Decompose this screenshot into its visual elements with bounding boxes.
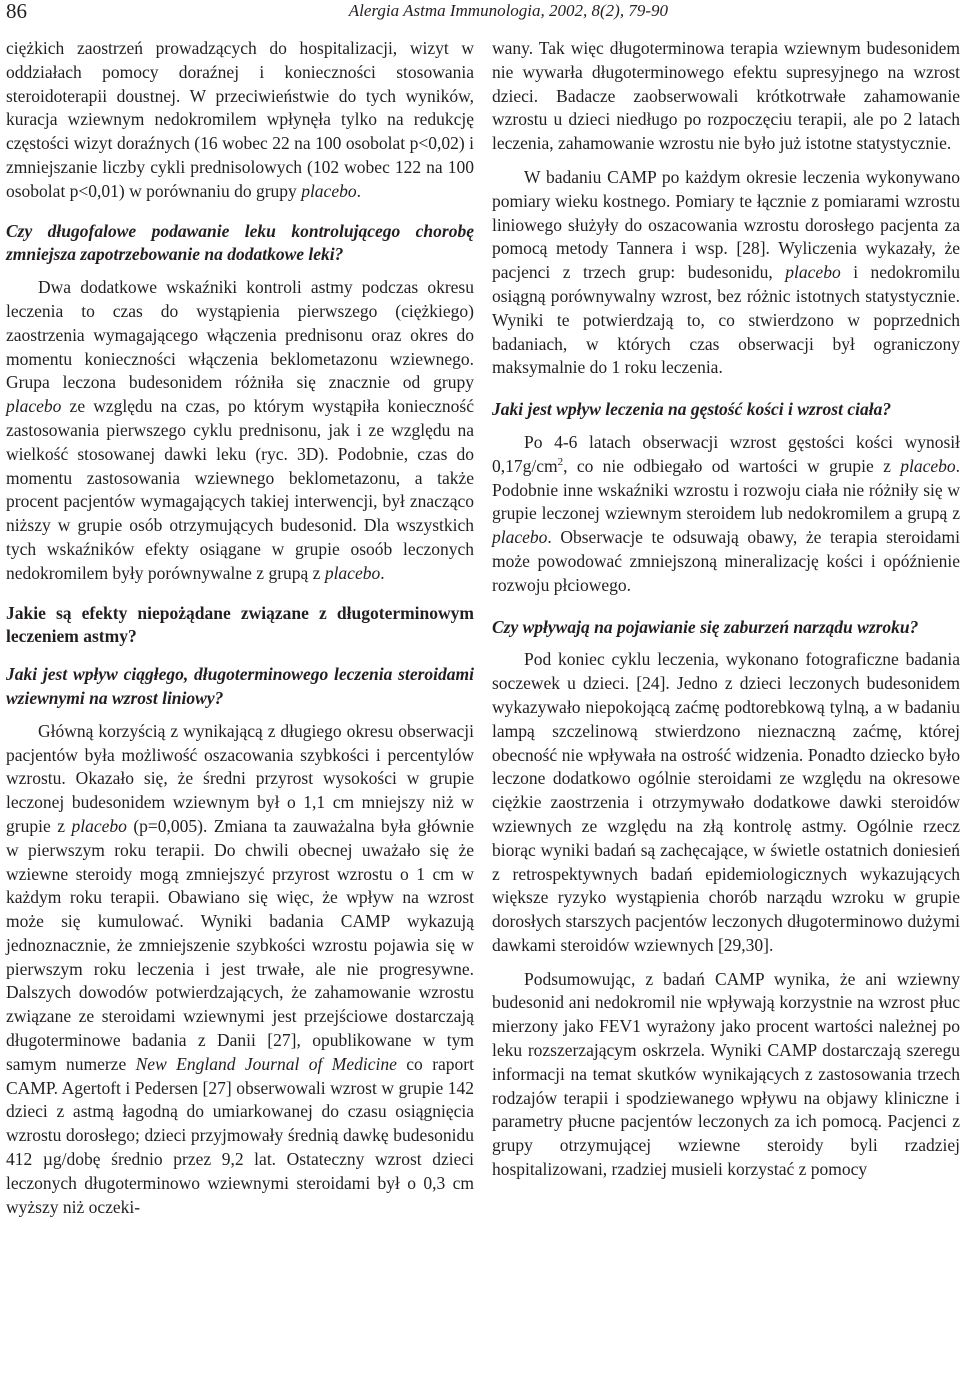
section-heading-adverse-effects: Jakie są efekty niepożądane związane z długoterminowym leczeniem astmy? bbox=[6, 602, 474, 647]
running-head: Alergia Astma Immunologia, 2002, 8(2), 79-90 bbox=[348, 1, 668, 20]
right-paragraph-2: W badaniu CAMP po każdym okresie leczenia wykonywano pomiary wieku kostnego. Pomiary te łącznie z pomiarami wzrostu liniowego służyły do oszacowania wzrostu dorosłego pacjenta za pomocą metody Tannera i wsp. [28]. Wyliczenia wykazały, że pacjenci z trzech grup: budesonidu, placebo i nedokromilu osiągną porównywalny wzrost, bez różnic istotnych statystycznie. Wyniki te potwierdzają to, co stwierdzono w poprzednich badaniach, w których czas obserwacji był ograniczony maksymalnie do 1 roku leczenia. bbox=[492, 166, 960, 378]
right-paragraph-1: wany. Tak więc długoterminowa terapia wziewnym budesonidem nie wywarła długoterminowego efektu supresyjnego na wzrost dzieci. Badacze zaobserwowali krótkotrwałe zahamowanie wzrostu u dzieci niedługo po rozpoczęciu terapii, ale po 2 latach leczenia, zahamowanie wzrostu nie było już istotne statystycznie. bbox=[492, 38, 960, 154]
section-heading-linear-growth: Jaki jest wpływ ciągłego, długoterminowego leczenia steroidami wziewnymi na wzrost liniowy? bbox=[6, 664, 474, 708]
right-paragraph-3: Po 4-6 latach obserwacji wzrost gęstości kości wynosił $0,17g/cm^2$, co nie odbiegało od wartości w grupie z placebo. Podobnie inne wskaźniki wzrostu i rozwoju ciała nie różniły się w grupie leczonej wziewnym steroidem lub nedokromilem a grupą z placebo. Obserwacje te odsuwają obawy, że terapia steroidami może powodować zmniejszoną mineralizację kości i opóźnienie rozwoju płciowego. bbox=[492, 431, 960, 595]
right-column bbox=[492, 37, 960, 1182]
left-paragraph-2: Dwa dodatkowe wskaźniki kontroli astmy podczas okresu leczenia to czas do wystąpienia pierwszego (ciężkiego) zaostrzenia wymagającego włączenia prednisonu oraz okres do momentu konieczności włączenia beklometazonu wziewnego. Grupa leczona budesonidem różniła się znacznie od grupy placebo ze względu na czas, po którym wystąpiła konieczność zastosowania pierwszego cyklu prednisonu, jak i ze względu na wielkość stosowanej dawki leku (ryc. 3D). Podobnie, czas do momentu zastosowania wziewnego beklometazonu, a także procent pacjentów wymagających takiej interwencji, był znacząco niższy w grupie osób otrzymujących budesonid. Dla wszystkich tych wskaźników efekty osiągane w grupie osoób leczonych nedokromilem były porównywalne z grupą z placebo. bbox=[6, 277, 474, 583]
page-number: 86 bbox=[6, 0, 27, 23]
section-heading-additional-drugs: Czy długofalowe podawanie leku kontrolującego chorobę zmniejsza zapotrzebowanie na dodatkowe leki? bbox=[6, 220, 474, 265]
right-paragraph-4: Pod koniec cyklu leczenia, wykonano fotograficzne badania soczewek u dzieci. [24]. Jedno z dzieci leczonych budesonidem wykazywało niepokojącą zaćmę podtorebkową tylną, a w badaniu lampą szczelinową stwierdzono nieznaczną zaćmę, której obecność nie wpływała na ostrość widzenia. Ponadto dziecko było leczone dodatkowo ogólnie steroidami ze względu na okresowe ciężkie zaostrzenia i otrzymywało dodatkowe dawki steroidów wziewnych ze względu na złą kontrolę astmy. Ogólnie rzecz biorąc wyniki badań są zachęcające, w świetle ostatnich doniesień z retrospektywnych badań epidemiologicznych wykazujących większe ryzyko wystąpienia chorób narządu wzroku w grupie dorosłych starszych pacjentów leczonych długoterminowo dużymi dawkami steroidów wziewnych [29,30]. bbox=[492, 649, 960, 955]
left-column bbox=[6, 37, 474, 1219]
left-paragraph-3: Główną korzyścią z wynikającą z długiego okresu obserwacji pacjentów była możliwość oszacowania szybkości i percentylów wzrostu. Okazało się, że średni przyrost wysokości w grupie leczonej budesonidem wziewnym był o 1,1 cm mniejszy niż w grupie z placebo (p=0,005). Zmiana ta zauważalna była głównie w pierwszym roku terapii. Do chwili obecnej uważało się że wziewne steroidy mogą zmniejszyć przyrost wzrostu o 1 cm w każdym roku terapii. Obawiano się więc, że wpływ na wzrost może się kumulować. Wyniki badania CAMP wykazują jednoznacznie, że zmniejszenie szybkości wzrostu pojawia się w pierwszym roku leczenia i jest trwałe, ale nie progresywne. Dalszych dowodów potwierdzających, że zahamowanie wzrostu związane ze steroidami wziewnymi jest przejściowe dostarczają długoterminowe badania z Danii [27], opublikowane w tym samym numerze New England Journal of Medicine co raport CAMP. Agertoft i Pedersen [27] obserwowali wzrost w grupie 142 dzieci z astmą łagodną do umiarkowanej do czasu osiągnięcia wzrostu dorosłego; dzieci przyjmowały średnią dawkę budesonidu 412 µg/dobę średnio przez 9,2 lat. Ostateczny wzrost dzieci leczonych długoterminowo wziewnymi steroidami był o 0,3 cm wyższy niż oczeki- bbox=[6, 720, 474, 1217]
left-paragraph-1: ciężkich zaostrzeń prowadzących do hospitalizacji, wizyt w oddziałach pomocy doraźnej i konieczności stosowania steroidoterapii doustnej. W przeciwieństwie do tych wyników, kuracja wziewnym nedokromilem wpłynęła tylko na redukcję częstości wizyt doraźnych (16 wobec 22 na 100 osobolat p<0,02) i zmniejszanie liczby cykli prednisolowych (102 wobec 122 na 100 osobolat p<0,01) w porównaniu do grupy placebo. bbox=[6, 38, 474, 201]
section-heading-bone-density: Jaki jest wpływ leczenia na gęstość kości i wzrost ciała? bbox=[492, 399, 892, 420]
section-heading-vision: Czy wpływają na pojawianie się zaburzeń narządu wzroku? bbox=[492, 616, 919, 637]
right-paragraph-5: Podsumowując, z badań CAMP wynika, że ani wziewny budesonid ani nedokromil nie wpływają korzystnie na wzrost płuc mierzony jako FEV1 wyrażony jako procent wartości należnej po leku rozszerzającym oskrzela. Wyniki CAMP dostarczają szeregu informacji na temat skutków wynikających z zastosowania trzech rodzajów terapii i spodziewanego wpływu na objawy kliniczne i parametry płucne pacjentów leczonych za ich pomocą. Pacjenci z grupy otrzymującej wziewne steroidy byli rzadziej hospitalizowani, rzadziej musieli korzystać z pomocy bbox=[492, 968, 960, 1180]
journal-title: New England Journal of Medicine bbox=[135, 1053, 397, 1074]
